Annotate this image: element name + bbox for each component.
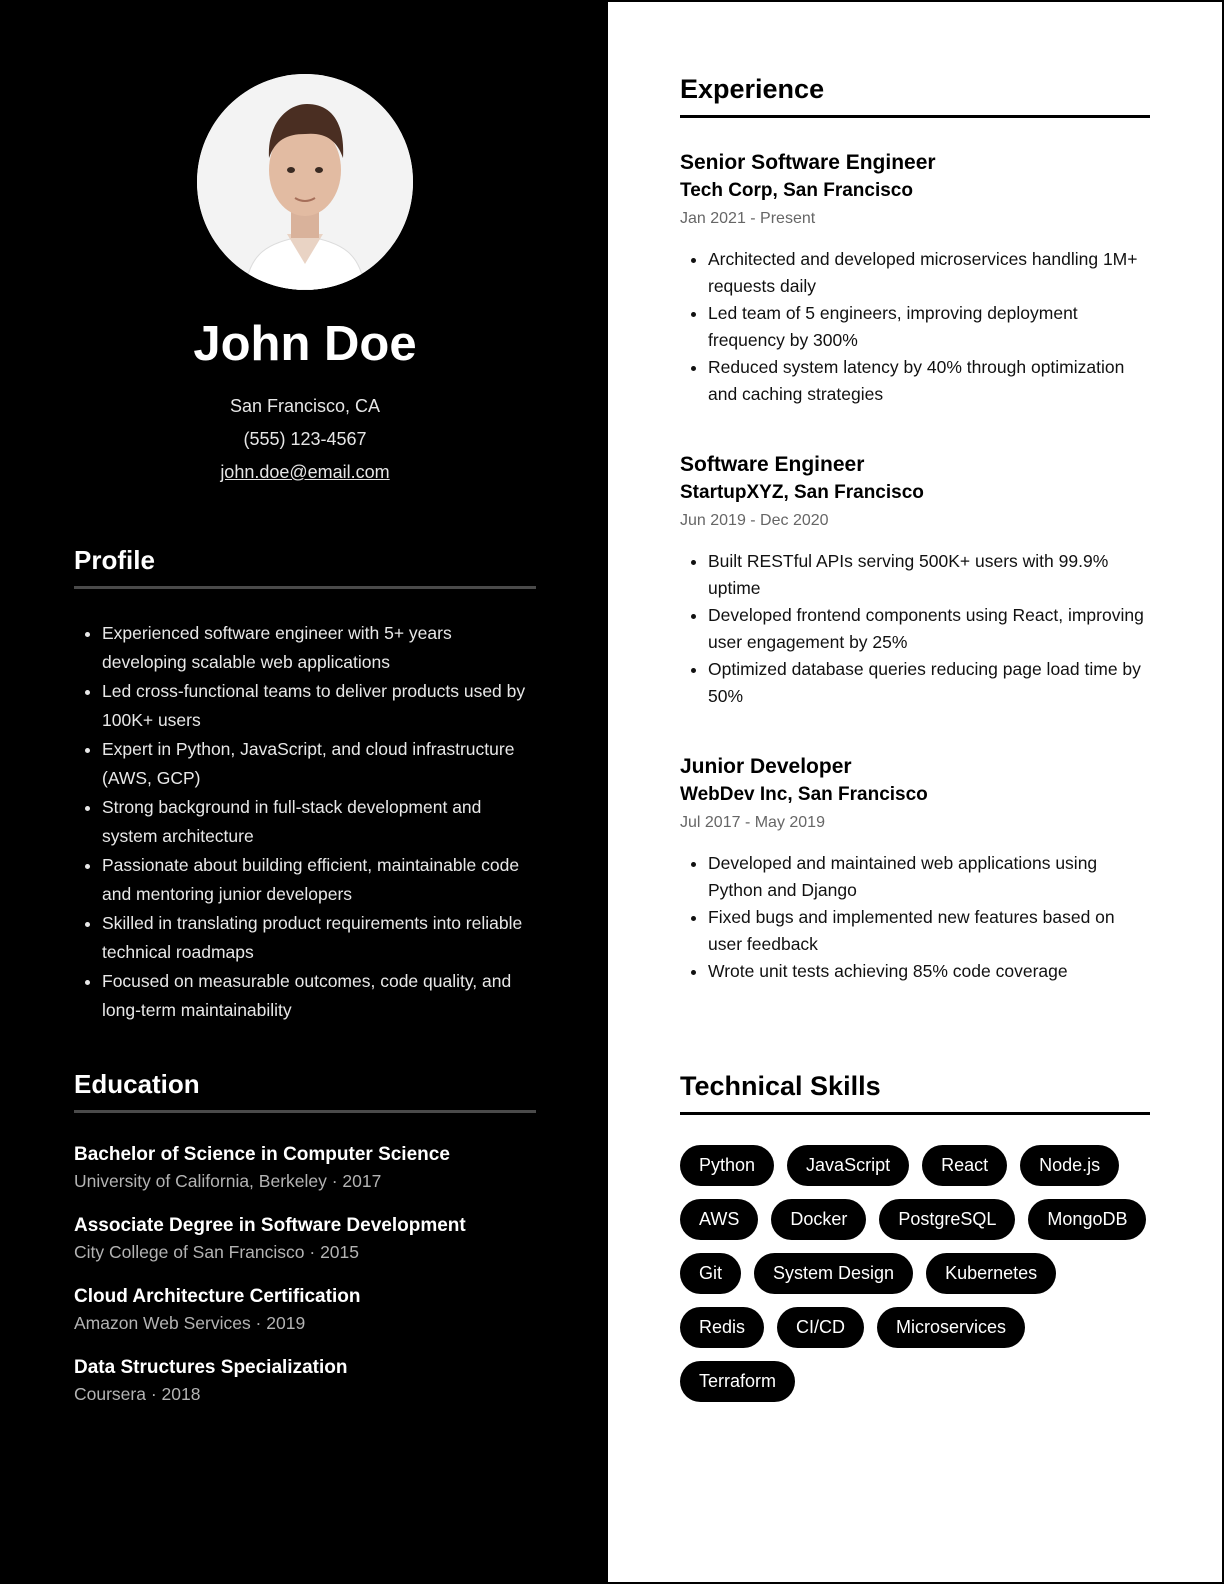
job-bullet: • Reduced system latency by 40% through optimization and caching strategies: [708, 354, 1150, 408]
profile-item: • Strong background in full-stack development and system architecture: [102, 793, 536, 851]
job-entry: [680, 450, 1150, 710]
education-title: Cloud Architecture Certification: [74, 1285, 361, 1307]
skill-tag: Python: [680, 1145, 774, 1186]
job-title: Software Engineer: [680, 453, 865, 476]
job-dates: Jan 2021 - Present: [680, 210, 816, 227]
skill-tag: React: [922, 1145, 1007, 1186]
profile-list: [74, 619, 536, 1025]
experience-section: [680, 74, 1150, 985]
job-bullet: • Fixed bugs and implemented new features based on user feedback: [708, 904, 1150, 958]
skill-tag: System Design: [754, 1253, 913, 1294]
skill-tag: CI/CD: [777, 1307, 864, 1348]
left-column: [2, 2, 608, 1582]
email-link[interactable]: john.doe@email.com: [220, 461, 390, 482]
skill-tag: Terraform: [680, 1361, 795, 1402]
education-detail: Amazon Web Services · 2019: [74, 1312, 306, 1333]
job-dates: Jul 2017 - May 2019: [680, 814, 825, 831]
education-item: [74, 1212, 536, 1266]
portrait-image: [197, 74, 413, 290]
photo-container: [74, 2, 536, 290]
job-bullet: • Developed and maintained web applications using Python and Django: [708, 850, 1150, 904]
skill-tag: Git: [680, 1253, 741, 1294]
profile-item: • Led cross-functional teams to deliver products used by 100K+ users: [102, 677, 536, 735]
profile-heading: Profile: [74, 545, 536, 589]
job-title: Junior Developer: [680, 755, 852, 778]
job-bullets: [680, 850, 1150, 985]
skills-section: [680, 1071, 1150, 1402]
job-bullet: • Led team of 5 engineers, improving deployment frequency by 300%: [708, 300, 1150, 354]
job-company: StartupXYZ, San Francisco: [680, 482, 924, 503]
skills-heading: Technical Skills: [680, 1071, 1150, 1115]
education-section: [74, 1069, 536, 1408]
job-title: Senior Software Engineer: [680, 151, 936, 174]
profile-item: • Focused on measurable outcomes, code quality, and long-term maintainability: [102, 967, 536, 1025]
education-title: Data Structures Specialization: [74, 1356, 348, 1378]
education-item: [74, 1283, 536, 1337]
skill-list: [680, 1145, 1150, 1402]
skill-tag: Redis: [680, 1307, 764, 1348]
education-item: [74, 1141, 536, 1195]
skill-tag: JavaScript: [787, 1145, 909, 1186]
job-bullet: • Built RESTful APIs serving 500K+ users with 99.9% uptime: [708, 548, 1150, 602]
job-bullets: [680, 548, 1150, 710]
job-bullet: • Architected and developed microservices handling 1M+ requests daily: [708, 246, 1150, 300]
job-bullet: • Wrote unit tests achieving 85% code coverage: [708, 958, 1150, 985]
education-heading: Education: [74, 1069, 536, 1113]
skill-tag: AWS: [680, 1199, 758, 1240]
job-entry: [680, 148, 1150, 408]
education-detail: City College of San Francisco · 2015: [74, 1241, 359, 1262]
candidate-name: John Doe: [193, 317, 417, 371]
skill-tag: MongoDB: [1028, 1199, 1146, 1240]
education-list: [74, 1141, 536, 1408]
education-title: Bachelor of Science in Computer Science: [74, 1143, 450, 1165]
education-title: Associate Degree in Software Development: [74, 1214, 466, 1236]
job-bullet: • Developed frontend components using React, improving user engagement by 25%: [708, 602, 1150, 656]
job-bullets: [680, 246, 1150, 408]
location-text: San Francisco, CA: [229, 395, 381, 416]
job-company: WebDev Inc, San Francisco: [680, 784, 928, 805]
education-item: [74, 1354, 536, 1408]
skill-tag: Docker: [771, 1199, 866, 1240]
skill-tag: PostgreSQL: [879, 1199, 1015, 1240]
job-bullet: • Optimized database queries reducing page load time by 50%: [708, 656, 1150, 710]
profile-item: • Experienced software engineer with 5+ years developing scalable web applications: [102, 619, 536, 677]
profile-item: • Passionate about building efficient, maintainable code and mentoring junior developers: [102, 851, 536, 909]
education-detail: Coursera · 2018: [74, 1383, 201, 1404]
right-column: [608, 2, 1222, 1582]
profile-item: • Expert in Python, JavaScript, and cloud infrastructure (AWS, GCP): [102, 735, 536, 793]
phone-text: (555) 123-4567: [243, 428, 367, 449]
skill-tag: Kubernetes: [926, 1253, 1056, 1294]
skill-tag: Node.js: [1020, 1145, 1119, 1186]
profile-item: • Skilled in translating product requirements into reliable technical roadmaps: [102, 909, 536, 967]
skill-tag: Microservices: [877, 1307, 1025, 1348]
job-dates: Jun 2019 - Dec 2020: [680, 512, 829, 529]
job-company: Tech Corp, San Francisco: [680, 180, 913, 201]
profile-photo: [197, 74, 413, 290]
experience-heading: Experience: [680, 74, 1150, 118]
profile-section: [74, 545, 536, 1025]
education-detail: University of California, Berkeley · 2017: [74, 1170, 382, 1191]
job-entry: [680, 752, 1150, 985]
contact-info: [74, 390, 536, 489]
